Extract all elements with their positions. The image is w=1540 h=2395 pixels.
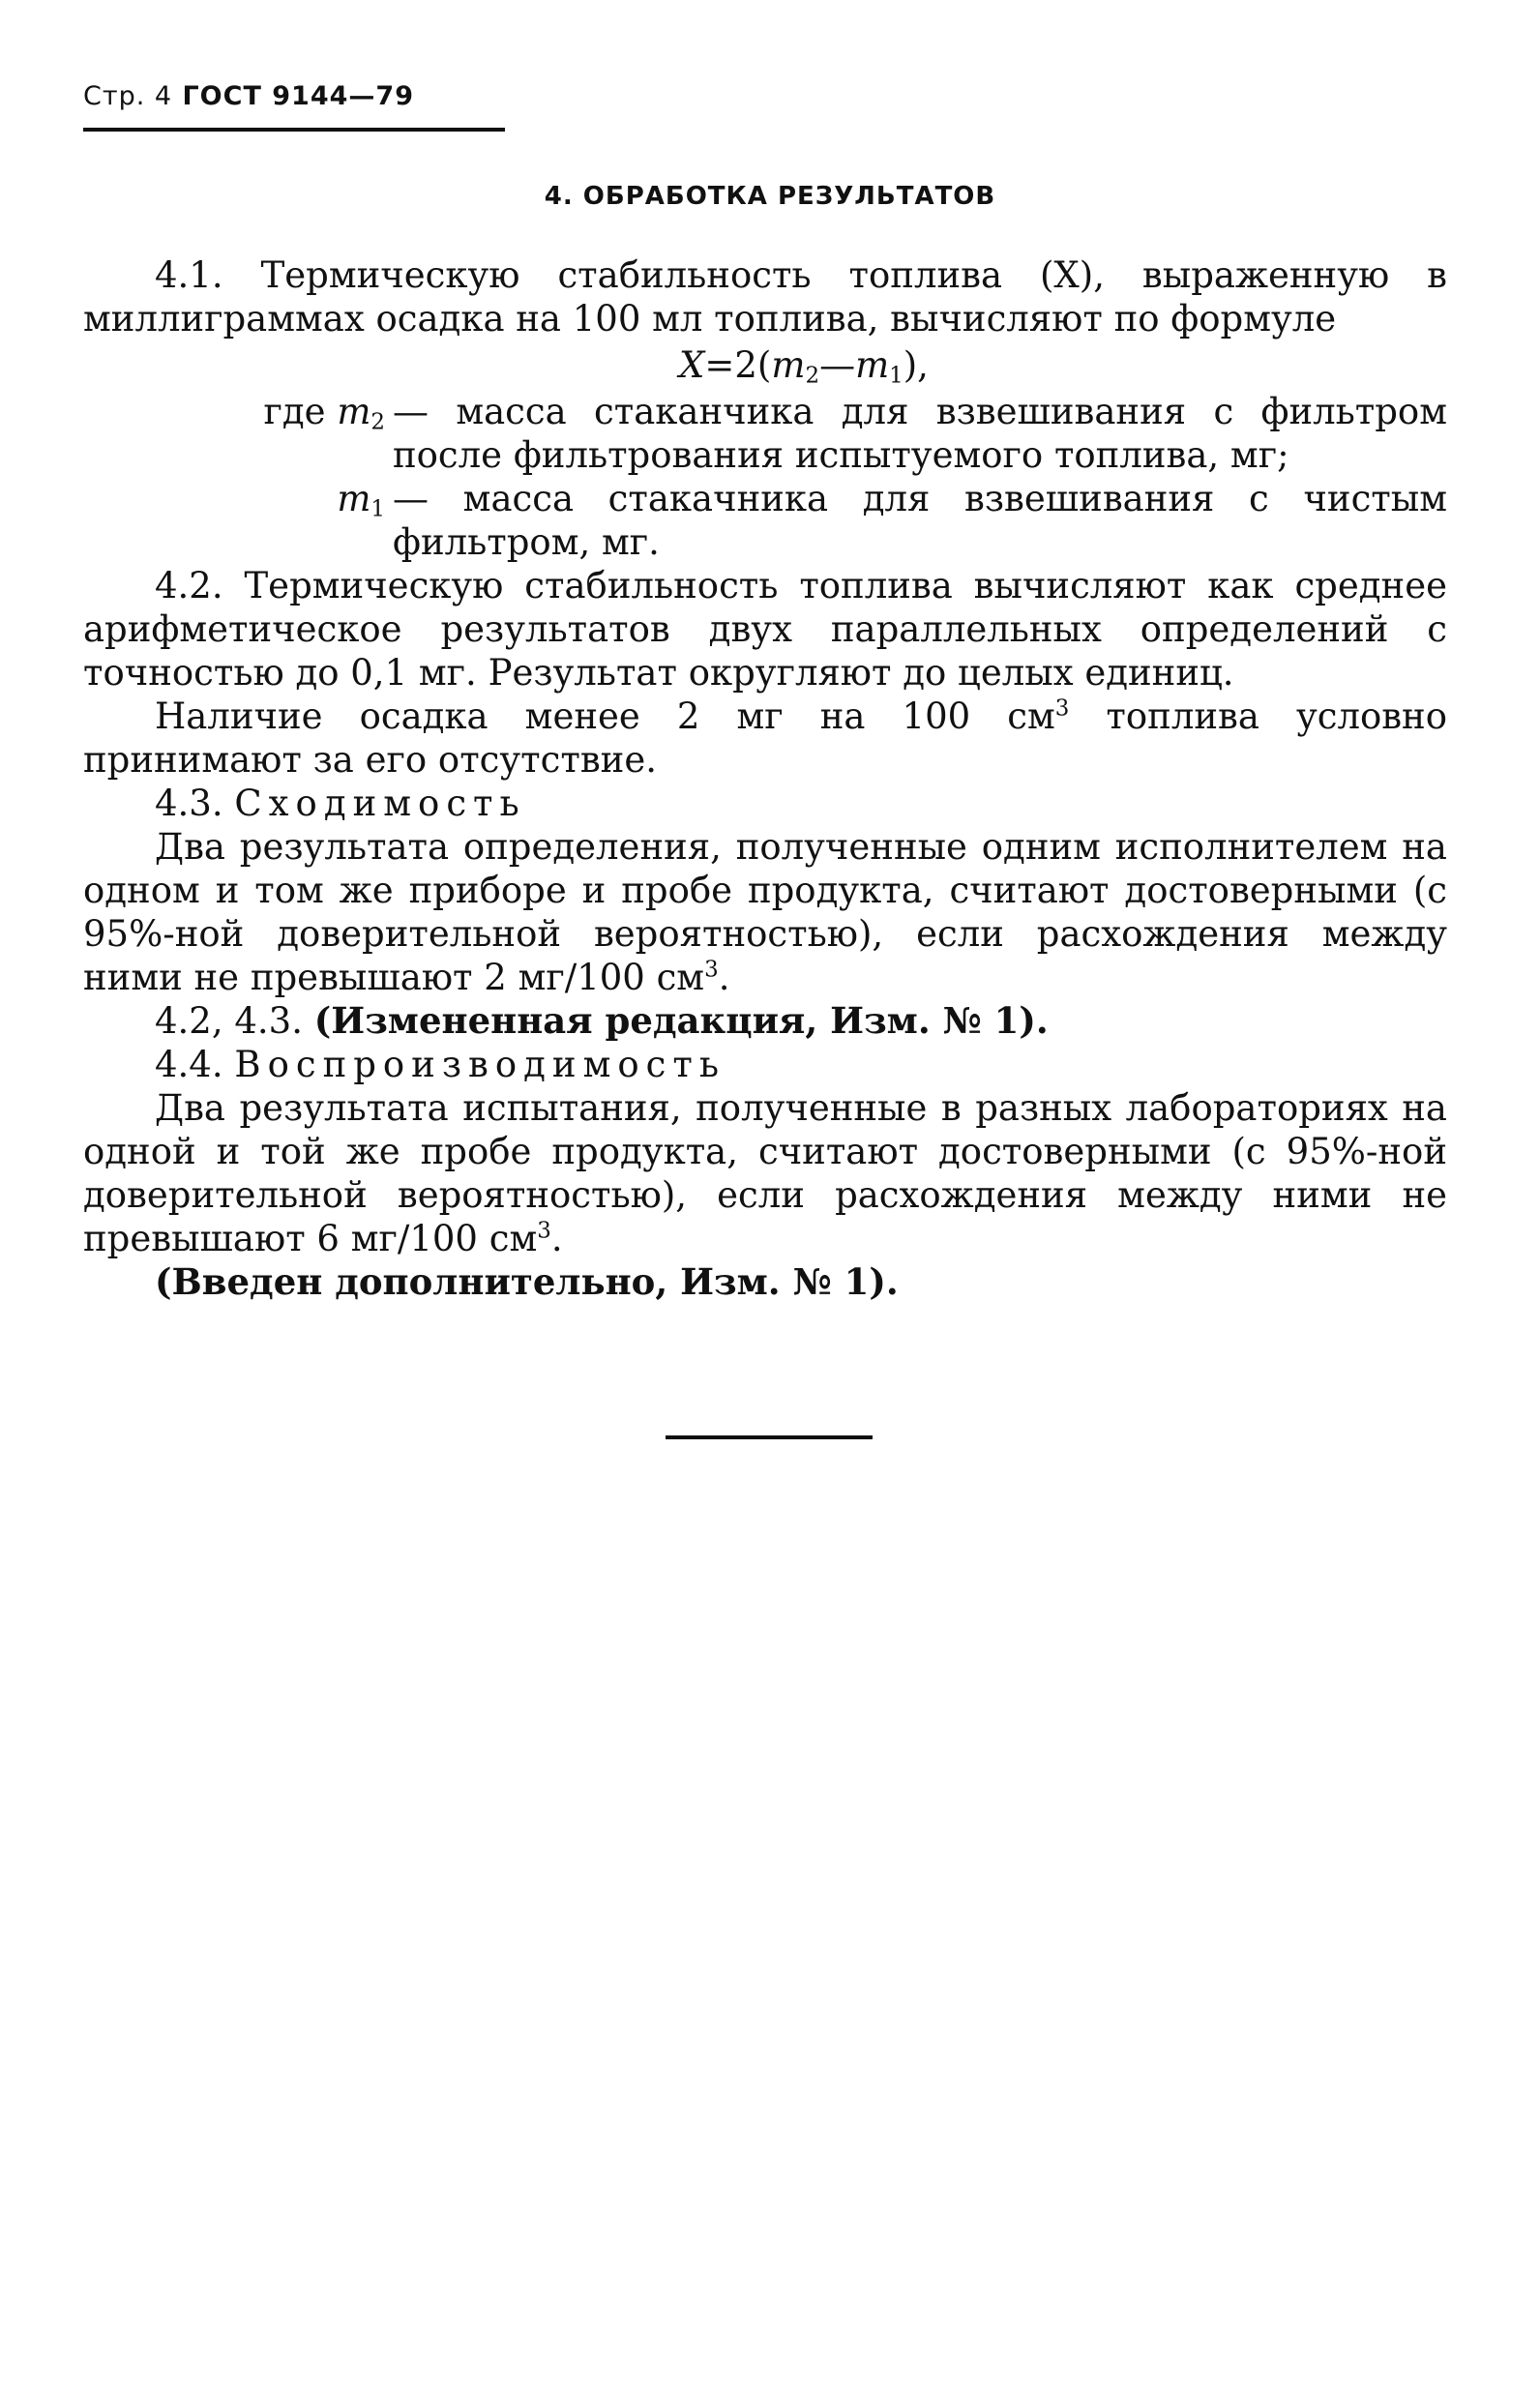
paragraph-4-1 xyxy=(83,253,1447,340)
header-rule xyxy=(83,128,505,132)
amendment-4-2-4-3: 4.2, 4.3. (Измененная редакция, Изм. № 1). xyxy=(155,999,1049,1042)
standard-code: ГОСТ 9144—79 xyxy=(182,81,414,111)
heading-4-3: 4.3. Сходимость xyxy=(155,783,526,824)
page-number: Стр. 4 xyxy=(83,81,173,111)
formula-m1: m xyxy=(855,344,890,386)
definition-m2 xyxy=(83,390,1447,477)
formula xyxy=(161,343,1447,387)
formula-close: ), xyxy=(903,344,929,386)
formula-open: =2( xyxy=(704,344,772,386)
definition-text: — масса стаканчика для взвешивания с фильтром после фильтрования испытуемого топлива, мг; xyxy=(393,391,1447,476)
amendment-4-4: (Введен дополнительно, Изм. № 1). xyxy=(155,1260,899,1303)
formula-lhs: X xyxy=(679,344,705,386)
formula-sub-1: 1 xyxy=(889,363,903,389)
paragraph-4-4: Два результата испытания, полученные в разных лабораториях на одной и той же пробе продукта, считают достоверными (с 95%-ной доверительной вероятностью), если расхождения между ними не превышают 6 мг/100 $см^3$. xyxy=(83,1087,1447,1259)
clause-text: Термическую стабильность топлива (X), выраженную в миллиграммах осадка на 100 мл топлива, вычисляют по формуле xyxy=(83,254,1448,340)
paragraph-4-3: Два результата определения, полученные одним исполнителем на одном и том же приборе и пробе продукта, считают достоверными (с 95%-ной доверительной вероятностью), если расхождения между ними не превышают 2 мг/100 $см^3$. xyxy=(83,826,1447,998)
where-word: где xyxy=(263,391,326,432)
formula-m2: m xyxy=(771,344,806,386)
section-title: 4. ОБРАБОТКА РЕЗУЛЬТАТОВ xyxy=(544,182,996,211)
definition-var: m xyxy=(337,391,371,432)
document-body xyxy=(83,253,1447,1304)
definition-sub: 1 xyxy=(370,496,385,522)
definition-m1 xyxy=(83,477,1447,564)
heading-4-4: 4.4. Воспроизводимость xyxy=(155,1044,726,1085)
definition-text: — масса стакачника для взвешивания с чистым фильтром, мг. xyxy=(393,478,1447,563)
paragraph-note: Наличие осадка менее 2 мг на 100 $см^3$ топлива условно принимают за его отсутствие. xyxy=(83,695,1447,781)
end-rule xyxy=(666,1435,873,1439)
heading-reproducibility: Воспроизводимость xyxy=(234,1044,726,1085)
heading-repeatability: Сходимость xyxy=(234,783,526,824)
definition-var: m xyxy=(337,478,371,519)
page-header xyxy=(83,81,414,111)
paragraph-4-2: 4.2. Термическую стабильность топлива вычисляют как среднее арифметическое результатов двух параллельных определений с точностью до 0,1 мг. Результат округляют до целых единиц. xyxy=(83,565,1447,694)
amendment-note: (Измененная редакция, Изм. № 1). xyxy=(313,999,1049,1042)
formula-minus: — xyxy=(819,344,856,386)
clause-number: 4.1. xyxy=(155,254,223,296)
formula-sub-2: 2 xyxy=(805,363,820,389)
definition-sub: 2 xyxy=(370,409,385,435)
